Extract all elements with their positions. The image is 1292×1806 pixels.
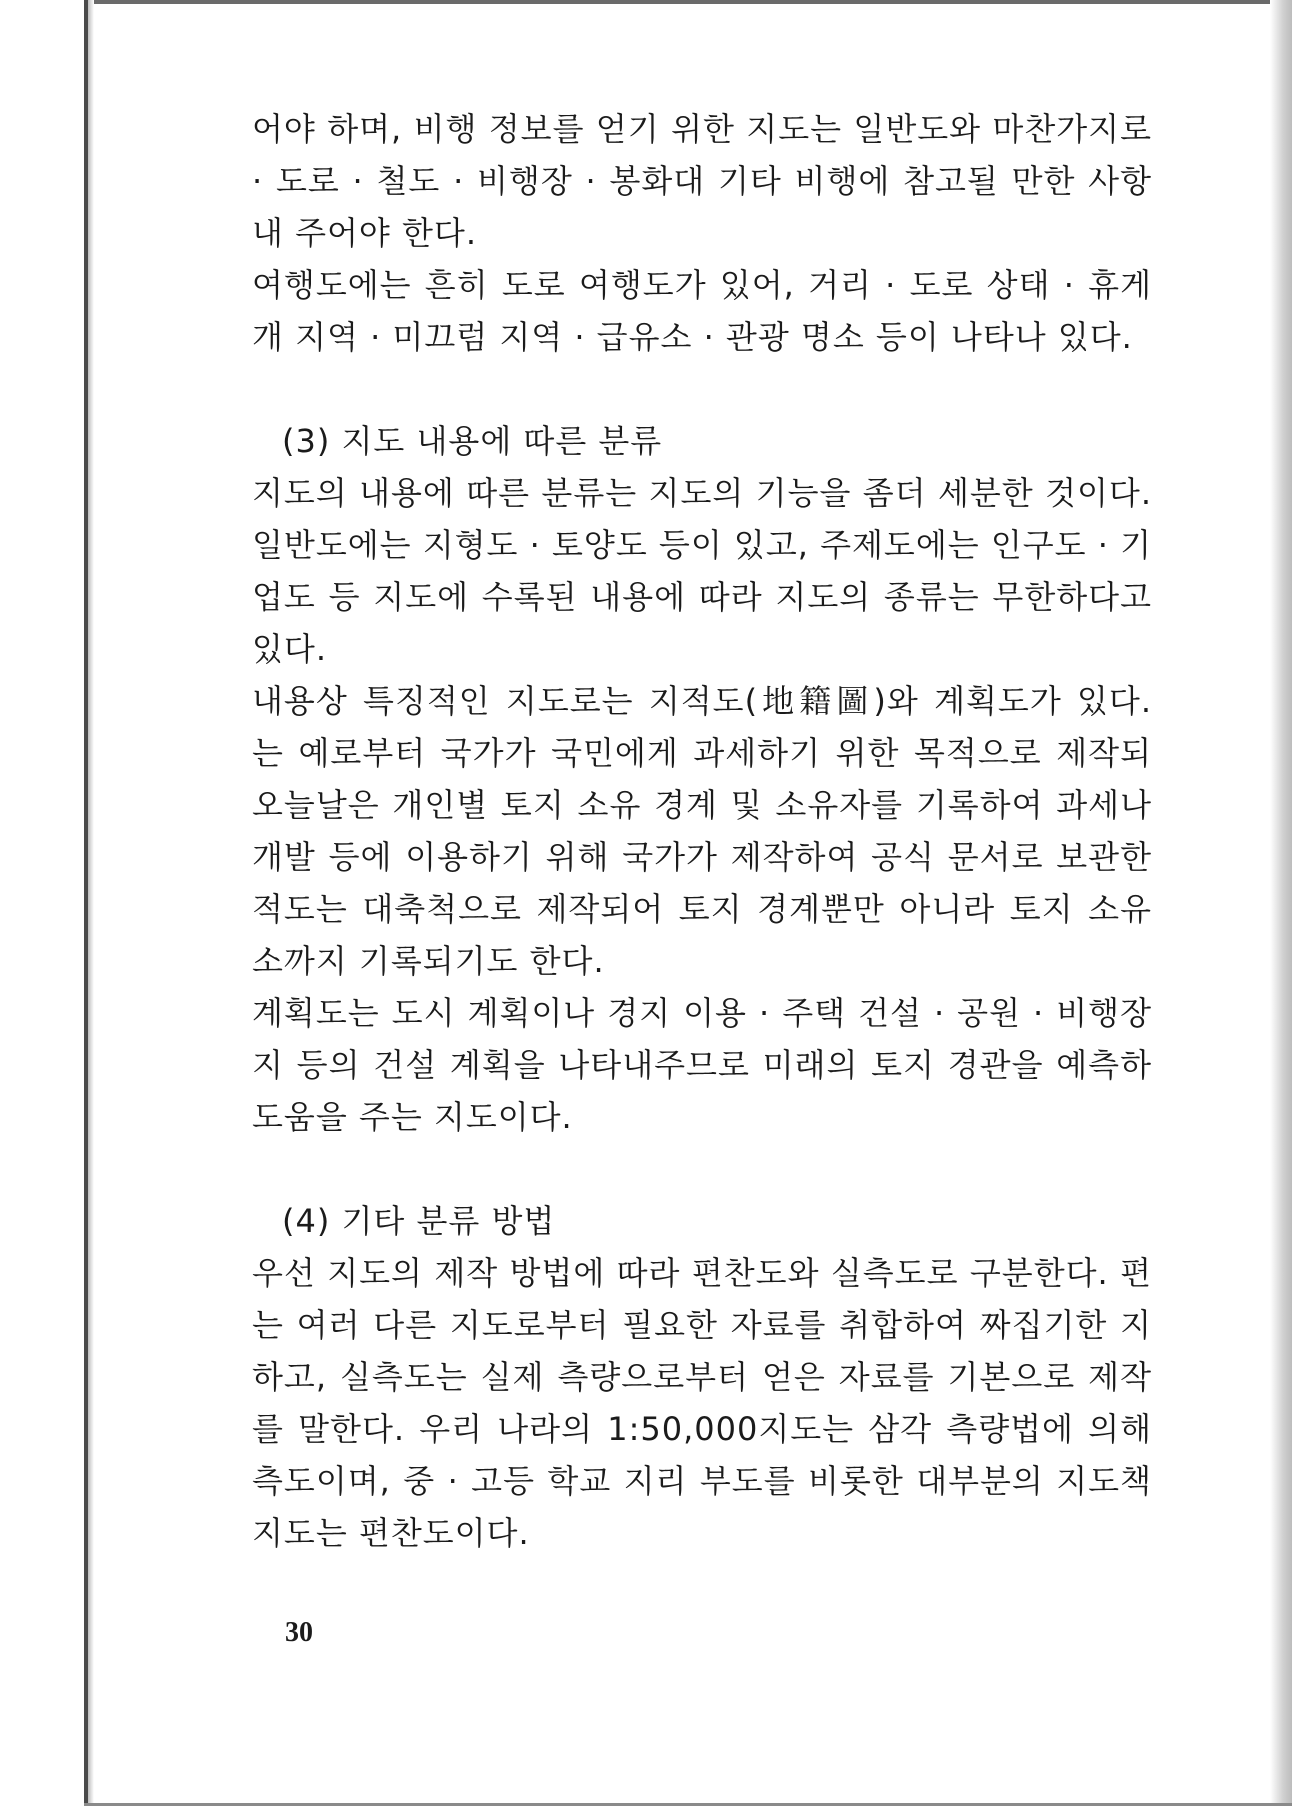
text-line: 지도는 편찬도이다. <box>252 1514 530 1552</box>
text-line: 는 예로부터 국가가 국민에게 과세하기 위한 목적으로 제작되 <box>252 734 1152 772</box>
text-line: · 도로 · 철도 · 비행장 · 봉화대 기타 비행에 참고될 만한 사항 <box>252 162 1152 200</box>
text-line: 개발 등에 이용하기 위해 국가가 제작하여 공식 문서로 보관한 <box>252 838 1152 876</box>
text-line: 는 여러 다른 지도로부터 필요한 자료를 취합하여 짜집기한 지 <box>252 1306 1152 1344</box>
text-line: 소까지 기록되기도 한다. <box>252 942 605 980</box>
section-heading-3: (3) 지도 내용에 따른 분류 <box>282 422 663 460</box>
text-line: 측도이며, 중 · 고등 학교 지리 부도를 비롯한 대부분의 지도책 <box>252 1462 1152 1500</box>
text-line: 내 주어야 한다. <box>252 214 477 252</box>
scan-right-edge <box>1270 0 1292 1806</box>
text-line: 오늘날은 개인별 토지 소유 경계 및 소유자를 기록하여 과세나 <box>252 786 1152 824</box>
text-line: 일반도에는 지형도 · 토양도 등이 있고, 주제도에는 인구도 · 기 <box>252 526 1152 564</box>
text-line: 여행도에는 흔히 도로 여행도가 있어, 거리 · 도로 상태 · 휴게 <box>252 266 1152 304</box>
text-line: 지도의 내용에 따른 분류는 지도의 기능을 좀더 세분한 것이다. <box>252 474 1152 512</box>
page-number: 30 <box>285 1617 313 1648</box>
page-body-text <box>252 103 1152 1559</box>
text-line: 도움을 주는 지도이다. <box>252 1098 573 1136</box>
text-line: 하고, 실측도는 실제 측량으로부터 얻은 자료를 기본으로 제작 <box>252 1358 1152 1396</box>
text-line: 내용상 특징적인 지도로는 지적도(地籍圖)와 계획도가 있다. <box>252 682 1152 720</box>
section-gap <box>252 363 1152 415</box>
text-line: 를 말한다. 우리 나라의 1:50,000지도는 삼각 측량법에 의해 <box>252 1410 1152 1448</box>
text-line: 우선 지도의 제작 방법에 따라 편찬도와 실측도로 구분한다. 편 <box>252 1254 1152 1292</box>
text-line: 있다. <box>252 630 327 668</box>
text-line: 지 등의 건설 계획을 나타내주므로 미래의 토지 경관을 예측하 <box>252 1046 1152 1084</box>
text-line: 어야 하며, 비행 정보를 얻기 위한 지도는 일반도와 마찬가지로 <box>252 110 1152 148</box>
section-gap <box>252 1143 1152 1195</box>
text-line: 개 지역 · 미끄럼 지역 · 급유소 · 관광 명소 등이 나타나 있다. <box>252 318 1133 356</box>
text-line: 적도는 대축척으로 제작되어 토지 경계뿐만 아니라 토지 소유 <box>252 890 1152 928</box>
section-heading-4: (4) 기타 분류 방법 <box>282 1202 556 1240</box>
text-line: 계획도는 도시 계획이나 경지 이용 · 주택 건설 · 공원 · 비행장 <box>252 994 1152 1032</box>
text-line: 업도 등 지도에 수록된 내용에 따라 지도의 종류는 무한하다고 <box>252 578 1152 616</box>
